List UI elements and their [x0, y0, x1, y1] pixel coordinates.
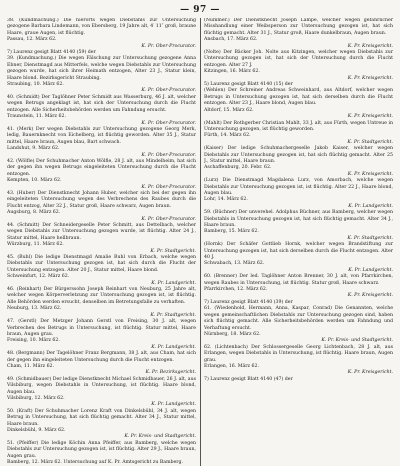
notice-paragraph: Dinkelsbühl, 9. März 62.: [7, 428, 66, 433]
signature-line: K. Pr. Ober-Procurator.: [141, 120, 196, 126]
notice-paragraph: Straubing, 10. März 62.: [7, 82, 64, 88]
signature-line: K. Pr. Stadtgericht.: [150, 312, 196, 318]
left-column: [7, 18, 196, 466]
signature-line: K. Pr. Ober-Procurator.: [141, 216, 196, 222]
notice-paragraph: Landshut, 9. März 62.: [7, 146, 60, 152]
notice-paragraph: 5) Laurenz gesigt Blatt 4140 (15) der: [204, 82, 293, 88]
signature-line: K. Pr. Stadtgericht.: [347, 139, 393, 145]
notice-paragraph: 48. (Bergmann) Der Tagelöhner Franz Bergmann, 38 J. alt, aus Cham, hat sich der gegen ihn eingeleiteten Untersuchung durch die Flucht entzogen.: [7, 351, 196, 363]
signature-line: K. Pr. Ober-Procurator.: [141, 152, 196, 158]
signature-line: K. Pr. Kreisgericht.: [347, 114, 393, 120]
notice-paragraph: Erlangen, 16. März 62.: [204, 363, 259, 369]
notice-paragraph: 50. (Kraft) Der Schuhmacher Lorenz Kraft von Dinkelsbühl, 34 J. alt, wegen Betrug in Untersuchung, hat sich flüchtig gemacht. Alter 34 J., Statur mittel, Haare braun.: [7, 408, 196, 427]
notice-paragraph: Kempten, 10. März 62.: [7, 178, 62, 184]
notice-paragraph: Kitzingen, 16. März 62.: [204, 69, 260, 75]
signature-line: K. Pr. Bezirksgericht.: [145, 370, 196, 376]
notice-paragraph: 38. (Kundmachung.) Die hierorts wegen Diebstahls zur Untersuchung gezogene Barbara Lindemann, von Ebersberg, 19 Jahre alt, 4′ 11″ groß, braune Haare, graue Augen, ist flüchtig.: [7, 18, 196, 36]
notice-paragraph: 49. (Schmidbauer) Der ledige Dienstknecht Michael Schmidbauer, 26 J. alt, aus Vilsbiburg, wegen Diebstahls in Untersuchung, ist flüchtig. Haare blond, Augen blau.: [7, 376, 196, 395]
notice-paragraph: Ansbach, 17. März 62.: [204, 37, 258, 43]
notice-paragraph: 7) Laurenz gesigt Blatt 4140 (59) der: [7, 50, 96, 56]
notice-paragraph: (Mahlt) Der Rothgerber Christian Mahlt, 33 J. alt, aus Fürth, wegen Untreue in Untersuchung gezogen, ist flüchtig geworden.: [204, 120, 393, 132]
notice-paragraph: 46. (Reinhart) Der Bürgerssohn Joseph Reinhart von Neuburg, 25 Jahre alt, welcher wegen Körperverletzung zur Untersuchung gezogen ist, ist flüchtig. Alle Behörden werden ersucht, denselben im Betretungsfalle zu verhaften.: [7, 287, 196, 305]
signature-line: K. Pr. Landgericht.: [151, 344, 196, 350]
signature-line: K. Pr. Kreisgericht.: [347, 370, 393, 376]
signature-line: K. Pr. Kreisgericht.: [347, 43, 393, 49]
notice-paragraph: (Nummer.) Der Dienstknecht Joseph Lampe, welcher wegen gefährlicher Misshandlung einer Weibsperson zur Untersuchung gezogen ist, hat sich flüchtig gemacht. Alter 31 J., Statur groß, Haare dunkelbraun, Augen braun.: [204, 18, 393, 36]
notice-paragraph: 41. (Merk) Der wegen Diebstahls zur Untersuchung gezogene Georg Merk, ledig, Bauernknecht von Eichelberg, ist flüchtig geworden. Alter 35 J., Statur mittel, Haare braun, Augen blau, Bart schwach.: [7, 126, 196, 145]
notice-paragraph: 40. (Schmidt) Der Taglöhner Peter Schmidt aus Wasserburg, 46 J. alt, welcher wegen Betrugs angeklagt ist, hat sich der Untersuchung durch die Flucht entzogen. Alle Sicherheitsbehörden werden um Fahndung ersucht.: [7, 94, 196, 113]
right-column: [204, 18, 393, 466]
notice-paragraph: (Lurz) Die Dienstmagd Magdalena Lurz, von Amorbach, welche wegen Diebstahls zur Untersuchung gezogen ist, ist flüchtig. Alter 22 J., Haare blond, Augen blau.: [204, 178, 393, 196]
notice-paragraph: 44. (Schmitt) Der Schneidergeselle Peter Schmitt, aus Dettelbach, welcher wegen Diebstahls zur Untersuchung gezogen wurde, ist flüchtig. Alter 24 J., Statur mittel, Haare hellbraun.: [7, 223, 196, 241]
notice-paragraph: 47. (Gerstl) Der Metzger Johann Gerstl von Freising, 30 J. alt, wegen Verbrechen des Betrugs in Untersuchung, ist flüchtig. Statur mittel, Haare braun, Augen grau.: [7, 319, 196, 337]
signature-line: K. Pr. Kreis- und Stadtgericht.: [321, 338, 393, 344]
notice-paragraph: Freising, 10. März 62.: [7, 338, 60, 344]
signature-line: K. Pr. Kreisgericht.: [347, 293, 393, 299]
signature-line: K. Pr. Stadtgericht.: [150, 248, 196, 254]
signature-line: K. Pr. Stadtgericht.: [347, 235, 393, 241]
notice-paragraph: Pfarrkirchen, 12. März 62.: [204, 287, 268, 293]
signature-line: K. Pr. Ober-Procurator.: [141, 43, 196, 49]
notice-paragraph: Aschaffenburg, 20. Febr. 62.: [204, 165, 272, 171]
notice-paragraph: 43. (Huber) Der Dienstknecht Johann Huber, welcher sich bei der gegen ihn eingeleiteten Untersuchung wegen des Verbrechens des Raubes durch die Flucht entzog, Alter 32 J., Statur groß, Haare schwarz, Augen braun.: [7, 190, 196, 209]
notice-paragraph: Schwabach, 13. März 62.: [204, 261, 265, 267]
signature-line: K. Pr. Ober-Procurator.: [141, 88, 196, 94]
notice-paragraph: (Nolte) Der Bäcker Joh. Nolte aus Kitzingen, welcher wegen Diebstahls zur Untersuchung gezogen ist, hat sich der Untersuchung durch die Flucht entzogen. Alter 27 J.: [204, 50, 393, 68]
notice-paragraph: 39. (Kundmachung.) Die wegen Fälschung zur Untersuchung gezogene Anna Ebner, Dienstmagd aus Mitterfels, welche wegen Diebstahls zur Untersuchung gezogen wurde, hat sich ihrer Heimath entzogen, Alter 23 J., Statur klein, Haare blond. Bezirksgericht Straubing.: [7, 56, 196, 81]
notice-paragraph: Fürth, 14. März 62.: [204, 133, 251, 139]
notice-paragraph: Traunstein, 11. März 62.: [7, 114, 66, 120]
signature-line: K. Pr. Landgericht.: [348, 203, 393, 209]
notice-paragraph: Schweinfurt, 12. März 62.: [7, 274, 70, 280]
signature-line: K. Pr. Landgericht.: [348, 267, 393, 273]
notice-paragraph: 62. (Lichtenbach) Der Schlossergeselle Georg Lichtenbach, 28 J. alt, aus Erlangen, wegen Diebstahls in Untersuchung, ist flüchtig. Haare braun, Augen grau.: [204, 344, 393, 363]
notice-paragraph: 60. (Brenner) Der led. Taglöhner Anton Brenner, 30 J. alt, von Pfarrkirchen, wegen Raubes in Untersuchung, ist flüchtig. Statur groß, Haare schwarz.: [204, 274, 393, 286]
notice-paragraph: 51. (Pfeiffer) Die ledige Köchin Anna Pfeiffer, aus Bamberg, welche wegen Diebstahls zur Untersuchung gezogen ist, ist flüchtig. Alter 29 J., Haare braun, Augen grau.: [7, 440, 196, 459]
notice-paragraph: Neuburg, 13. März 62.: [7, 306, 62, 312]
notice-paragraph: Bamberg, 12. März 62. Untersuchung auf K. Pr. Amtsgericht zu Bamberg.: [7, 460, 184, 466]
notice-paragraph: (Hornk) Der Schäfer Gottlieb Hornk, welcher wegen Brandstiftung zur Untersuchung gezogen ist, hat sich derselben durch die Flucht entzogen. Alter 40 J.: [204, 242, 393, 261]
signature-line: K. Pr. Ober-Procurator.: [141, 184, 196, 190]
notice-paragraph: Nürnberg, 18. März 62.: [204, 331, 261, 337]
signature-line: K. Pr. Landgericht.: [151, 280, 196, 286]
notice-paragraph: 61. (Wiedenhold, Hermann, Anna, Kaspar, Conrad) Die Genannten, welche wegen gemeinschaftlichen Diebstahls zur Untersuchung gezogen sind, haben sich flüchtig gemacht. Alle Sicherheitsbehörden werden um Fahndung und Verhaftung ersucht.: [204, 306, 393, 331]
notice-paragraph: Bamberg, 15. März 62.: [204, 229, 259, 235]
signature-line: K. Pr. Landgericht.: [151, 402, 196, 408]
notice-paragraph: Passau, 12. März 62.: [7, 37, 57, 43]
notice-paragraph: Lohr, 14. März 62.: [204, 197, 248, 203]
notice-paragraph: Cham, 11. März 62.: [7, 363, 55, 369]
signature-line: K. Pr. Kreisgericht.: [347, 75, 393, 81]
notice-paragraph: 7) Laurenz gesigt Blatt 4140 (47) der: [204, 376, 293, 382]
notice-paragraph: Würzburg, 11. März 62.: [7, 242, 64, 248]
signature-line: K. Pr. Kreisgericht.: [347, 171, 393, 177]
notice-paragraph: (Kaiser) Der ledige Schuhmachergeselle Jakob Kaiser, welcher wegen Diebstahls zur Untersuchung gezogen ist, hat sich flüchtig gemacht. Alter 25 J., Statur mittel, Haare braun.: [204, 146, 393, 164]
column-divider: [200, 18, 201, 466]
notice-paragraph: 59. (Büchner) Der unverehel. Adolphus Büchner, aus Bamberg, welcher wegen Diebstahls in Untersuchung gezogen ist, hat sich flüchtig gemacht. Alter 34 J., Haare braun.: [204, 210, 393, 228]
notice-paragraph: 45. (Buhl) Die ledige Dienstmagd Amalie Buhl von Erbach, welche wegen Diebstahls zur Untersuchung gezogen ist, hat sich durch die Flucht der Untersuchung entzogen. Alter 20 J., Statur mittel, Haare blond.: [7, 255, 196, 273]
notice-paragraph: 7) Laurenz gesigt Blatt 4140 (39) der: [204, 299, 293, 305]
notice-paragraph: Augsburg, 8. März 62.: [7, 210, 61, 216]
signature-line: K. Pr. Kreis- und Stadtgericht.: [124, 434, 196, 440]
notice-paragraph: 42. (Wölfle) Der Schuhmacher Anton Wölfle, 28 J. alt, aus Mindelheim, hat sich der gegen ihn wegen Betrugs eingeleiteten Untersuchung durch die Flucht entzogen.: [7, 158, 196, 177]
page-number: — 97 —: [180, 5, 220, 15]
columns: [7, 18, 393, 466]
notice-paragraph: Altdorf, 15. März 62.: [204, 107, 254, 113]
notice-paragraph: Vilsbiburg, 12. März 62.: [7, 395, 65, 401]
notice-paragraph: (Wehlen) Der Schreiner Andreas Schweinhard, aus Altdorf, welcher wegen Betrugs in Untersuchung gezogen ist, hat sich derselben durch die Flucht entzogen. Alter 23 J., Haare blond, Augen blau.: [204, 88, 393, 107]
